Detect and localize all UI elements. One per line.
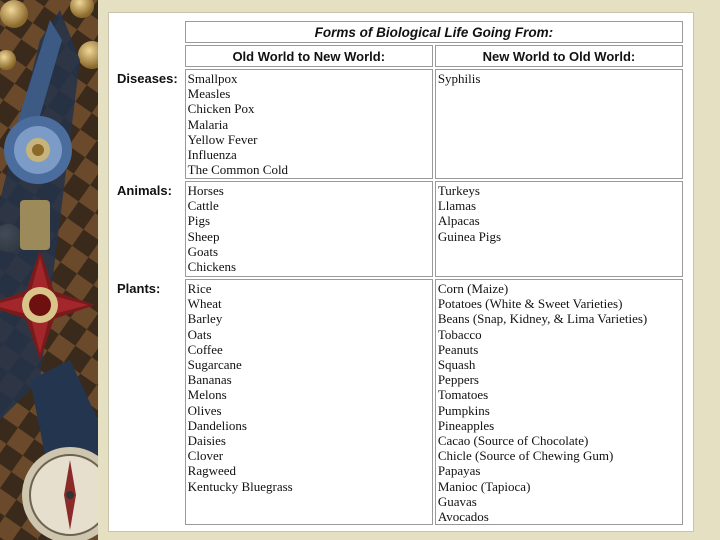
list-item: Peanuts (437, 341, 479, 357)
new-to-old-list (435, 181, 683, 277)
list-item: The Common Cold (187, 162, 289, 178)
list-item: Papayas (437, 463, 481, 479)
list-item: Beans (Snap, Kidney, & Lima Varieties) (437, 311, 648, 327)
list-item: Sugarcane (187, 357, 242, 373)
list-item: Influenza (187, 147, 237, 163)
list-item: Measles (187, 86, 231, 102)
row-label-plants: Plants: (117, 281, 161, 296)
list-item: Clover (187, 448, 224, 464)
new-to-old-list (435, 279, 683, 525)
list-item: Potatoes (White & Sweet Varieties) (437, 296, 623, 312)
old-to-new-list (185, 181, 433, 277)
list-item: Squash (437, 357, 476, 373)
list-item: Chicken Pox (187, 101, 255, 117)
list-item: Chickens (187, 259, 237, 275)
table-row-animals (115, 181, 683, 277)
column-header-new-to-old: New World to Old World: (435, 45, 683, 67)
list-item: Malaria (187, 116, 229, 132)
list-item: Olives (187, 402, 222, 418)
list-item: Melons (187, 387, 227, 403)
list-item: Guavas (437, 493, 477, 509)
empty-corner-cell (115, 45, 183, 67)
new-to-old-list (435, 69, 683, 179)
list-item: Goats (187, 243, 219, 259)
list-item: Barley (187, 311, 223, 327)
column-header-old-to-new: Old World to New World: (185, 45, 433, 67)
list-item: Smallpox (187, 71, 238, 86)
list-item: Peppers (437, 372, 479, 388)
table-title: Forms of Biological Life Going From: (185, 21, 683, 43)
list-item: Ragweed (187, 463, 237, 479)
list-item: Avocados (437, 509, 489, 525)
list-item: Guinea Pigs (437, 228, 502, 244)
row-label-animals: Animals: (117, 183, 172, 198)
columbian-exchange-table (113, 19, 685, 527)
list-item: Pineapples (437, 417, 495, 433)
list-item: Syphilis (437, 71, 481, 86)
old-to-new-list (185, 69, 433, 179)
list-item: Oats (187, 326, 212, 342)
list-item: Cacao (Source of Chocolate) (437, 433, 589, 449)
table-row-plants (115, 279, 683, 525)
list-item: Kentucky Bluegrass (187, 478, 293, 494)
list-item: Pigs (187, 213, 211, 229)
list-item: Chicle (Source of Chewing Gum) (437, 448, 614, 464)
decorative-background-medals (0, 0, 98, 540)
medal-illustration (0, 0, 98, 540)
list-item: Pumpkins (437, 402, 490, 418)
list-item: Rice (187, 281, 212, 296)
list-item: Llamas (437, 198, 477, 214)
list-item: Alpacas (437, 213, 480, 229)
list-item: Dandelions (187, 417, 247, 433)
list-item: Horses (187, 183, 224, 198)
old-to-new-list (185, 279, 433, 525)
list-item: Coffee (187, 341, 223, 357)
list-item: Sheep (187, 228, 220, 244)
row-label-diseases: Diseases: (117, 71, 178, 86)
list-item: Turkeys (437, 183, 480, 198)
list-item: Yellow Fever (187, 131, 258, 147)
list-item: Wheat (187, 296, 222, 312)
table-row-diseases (115, 69, 683, 179)
empty-corner-cell (115, 21, 183, 43)
table-container (108, 12, 694, 532)
list-item: Tobacco (437, 326, 482, 342)
list-item: Corn (Maize) (437, 281, 509, 296)
list-item: Cattle (187, 198, 219, 214)
list-item: Tomatoes (437, 387, 489, 403)
list-item: Manioc (Tapioca) (437, 478, 531, 494)
list-item: Daisies (187, 433, 226, 449)
list-item: Bananas (187, 372, 232, 388)
